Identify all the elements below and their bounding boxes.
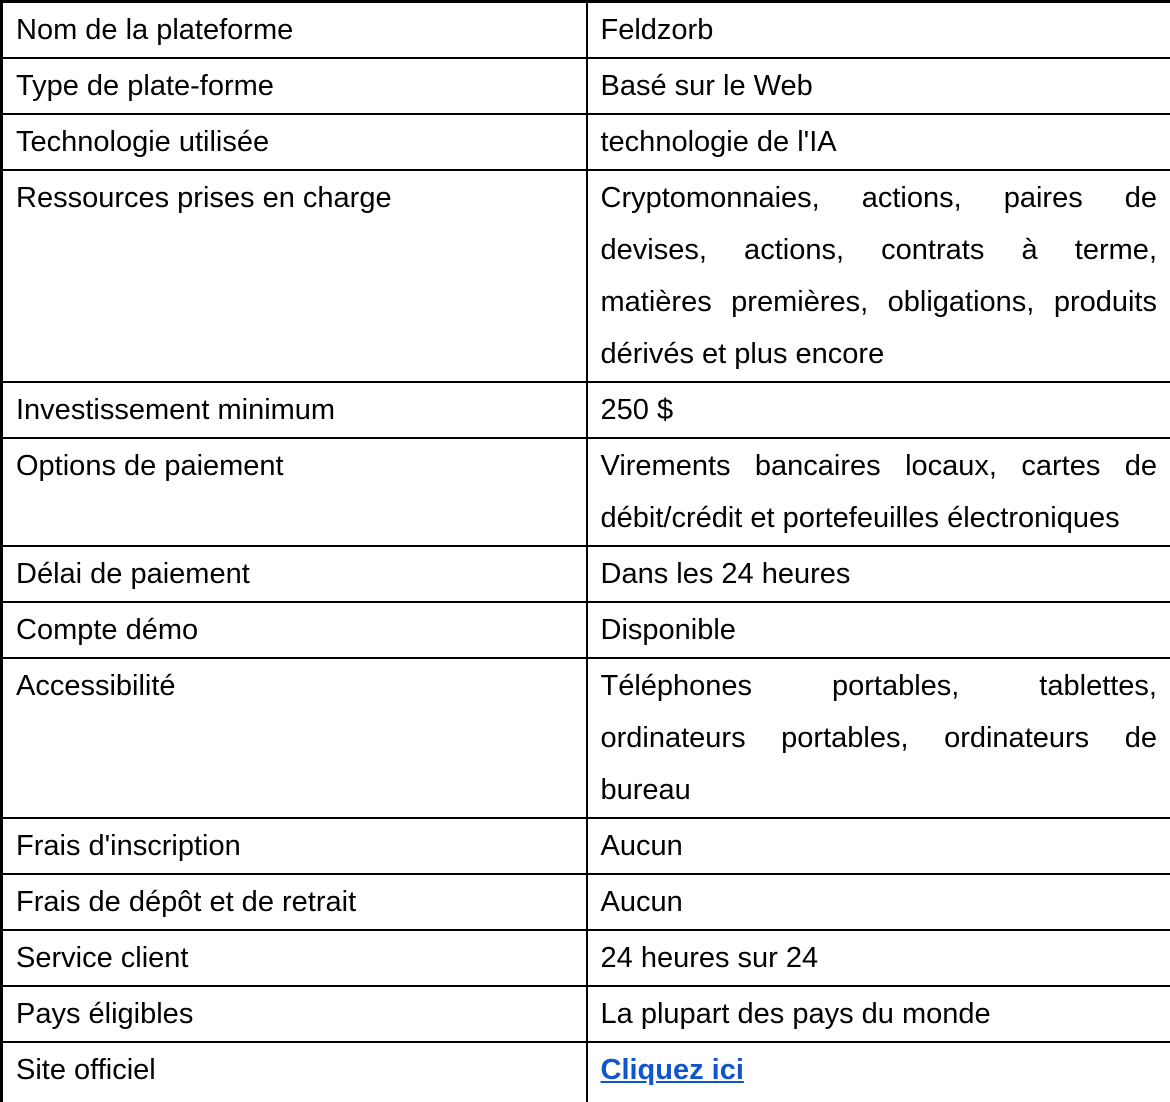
platform-info-table-body [2, 2, 1170, 1102]
row-label: Nom de la plateforme [2, 2, 587, 59]
row-label: Frais d'inscription [2, 818, 587, 874]
row-value: Feldzorb [587, 2, 1170, 59]
table-row [2, 986, 1170, 1042]
row-label: Ressources prises en charge [2, 170, 587, 382]
table-row [2, 1042, 1170, 1102]
row-value [587, 1042, 1170, 1102]
row-label: Délai de paiement [2, 546, 587, 602]
table-row [2, 438, 1170, 546]
row-value: Aucun [587, 818, 1170, 874]
table-row [2, 382, 1170, 438]
row-label: Technologie utilisée [2, 114, 587, 170]
row-value: Basé sur le Web [587, 58, 1170, 114]
official-site-link[interactable]: Cliquez ici [600, 1054, 744, 1086]
row-value: 250 $ [587, 382, 1170, 438]
table-row [2, 658, 1170, 818]
row-value: Dans les 24 heures [587, 546, 1170, 602]
row-label: Compte démo [2, 602, 587, 658]
table-row [2, 546, 1170, 602]
row-value: Aucun [587, 874, 1170, 930]
row-label: Site officiel [2, 1042, 587, 1102]
row-label: Accessibilité [2, 658, 587, 818]
row-label: Pays éligibles [2, 986, 587, 1042]
table-row [2, 818, 1170, 874]
row-label: Service client [2, 930, 587, 986]
row-label: Investissement minimum [2, 382, 587, 438]
row-value: Virements bancaires locaux, cartes de débit/crédit et portefeuilles électroniques [587, 438, 1170, 546]
table-row [2, 2, 1170, 59]
table-row [2, 930, 1170, 986]
row-value: Téléphones portables, tablettes, ordinateurs portables, ordinateurs de bureau [587, 658, 1170, 818]
table-row [2, 58, 1170, 114]
row-value: technologie de l'IA [587, 114, 1170, 170]
row-value: Cryptomonnaies, actions, paires de devises, actions, contrats à terme, matières premières, obligations, produits dérivés et plus encore [587, 170, 1170, 382]
table-row [2, 602, 1170, 658]
row-label: Options de paiement [2, 438, 587, 546]
row-value: Disponible [587, 602, 1170, 658]
table-row [2, 874, 1170, 930]
table-row [2, 170, 1170, 382]
row-label: Type de plate-forme [2, 58, 587, 114]
row-label: Frais de dépôt et de retrait [2, 874, 587, 930]
row-value: La plupart des pays du monde [587, 986, 1170, 1042]
table-row [2, 114, 1170, 170]
row-value: 24 heures sur 24 [587, 930, 1170, 986]
